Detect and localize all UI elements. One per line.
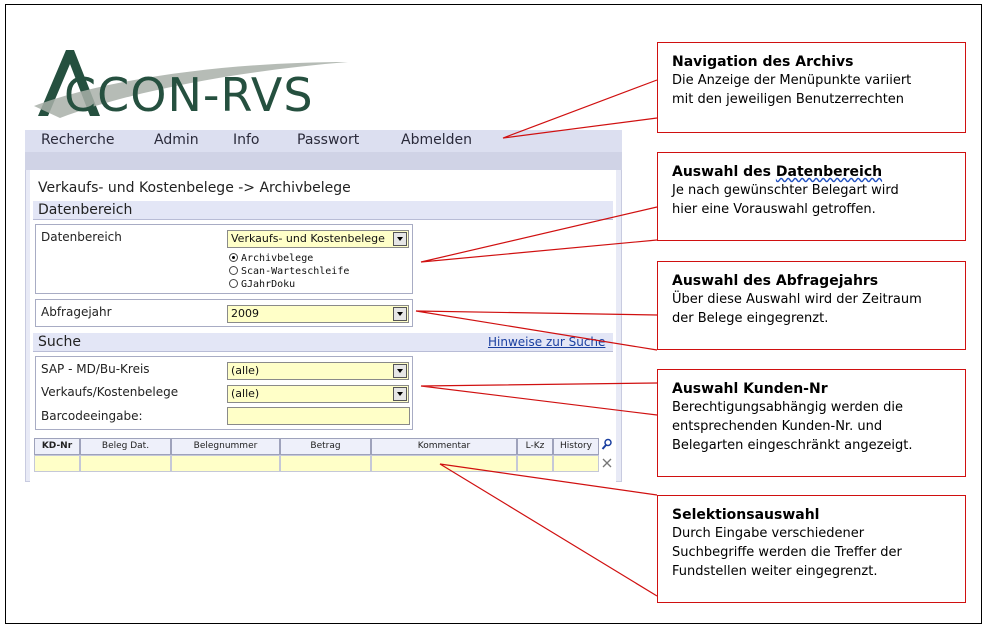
abfragejahr-label: Abfragejahr	[41, 305, 112, 319]
annotation-title-prefix: Auswahl des	[672, 164, 776, 180]
annotation-line: Suchbegriffe werden die Treffer der	[672, 545, 902, 560]
annotation-datenbereich	[657, 152, 966, 241]
callout-line-abfragejahr	[416, 311, 657, 350]
column-header-belegnummer[interactable]: Belegnummer	[171, 438, 280, 455]
menu-item-recherche[interactable]: Recherche	[41, 132, 115, 148]
verkauf-select-value: (alle)	[231, 387, 260, 400]
page-title: Verkaufs- und Kostenbelege -> Archivbelege	[38, 180, 351, 196]
radio-label: Archivbelege	[241, 253, 314, 264]
radio-label: GJahrDoku	[241, 279, 296, 290]
menu-item-info[interactable]: Info	[233, 132, 260, 148]
callout-line-selektion	[440, 464, 657, 596]
annotation-line: entsprechenden Kunden-Nr. und	[672, 419, 883, 434]
sap-label: SAP - MD/Bu-Kreis	[41, 362, 150, 376]
annotation-line: Fundstellen weiter eingegrenzt.	[672, 564, 878, 579]
column-header-betrag[interactable]: Betrag	[280, 438, 371, 455]
callout-line-kunden-nr	[421, 383, 657, 415]
datenbereich-select-value: Verkaufs- und Kostenbelege	[231, 232, 385, 245]
annotation-title: Selektionsauswahl	[672, 507, 820, 523]
menu-item-admin[interactable]: Admin	[154, 132, 199, 148]
annotation-kunden-nr	[657, 369, 966, 477]
annotation-line: Durch Eingabe verschiedener	[672, 526, 865, 541]
annotation-line: Berechtigungsabhängig werden die	[672, 400, 903, 415]
column-header-history[interactable]: History	[553, 438, 599, 455]
annotation-line: mit den jeweiligen Benutzerrechten	[672, 92, 905, 107]
datenbereich-label: Datenbereich	[41, 230, 122, 244]
callout-line-navigation	[503, 80, 657, 138]
column-header-kd-nr[interactable]: KD-Nr	[34, 438, 80, 455]
column-header-beleg-dat[interactable]: Beleg Dat.	[80, 438, 171, 455]
annotation-selektion	[657, 495, 966, 603]
annotation-abfragejahr	[657, 261, 966, 350]
radio-label: Scan-Warteschleife	[241, 266, 350, 277]
callout-line-datenbereich	[421, 207, 657, 262]
annotation-title	[672, 163, 951, 181]
annotation-title: Navigation des Archivs	[672, 54, 854, 70]
menu-item-abmelden[interactable]: Abmelden	[401, 132, 472, 148]
annotation-title: Auswahl des Abfragejahrs	[672, 273, 879, 289]
annotation-line: Die Anzeige der Menüpunkte variiert	[672, 73, 912, 88]
hinweise-zur-suche-link[interactable]: Hinweise zur Suche	[488, 335, 606, 349]
barcode-label: Barcodeeingabe:	[41, 409, 143, 423]
section-header-datenbereich: Datenbereich	[33, 201, 613, 220]
annotation-title-underlined: Datenbereich	[775, 164, 883, 180]
annotation-line: Je nach gewünschter Belegart wird	[672, 183, 899, 198]
annotation-navigation	[657, 42, 966, 133]
column-header-l-kz[interactable]: L-Kz	[517, 438, 553, 455]
annotation-line: der Belege eingegrenzt.	[672, 311, 829, 326]
sap-select-value: (alle)	[231, 364, 260, 377]
annotation-line: Belegarten eingeschränkt angezeigt.	[672, 438, 913, 453]
verkauf-label: Verkaufs/Kostenbelege	[41, 385, 179, 399]
section-header-suche: Suche	[33, 333, 613, 352]
column-header-kommentar[interactable]: Kommentar	[371, 438, 517, 455]
annotation-title: Auswahl Kunden-Nr	[672, 381, 828, 397]
menu-item-passwort[interactable]: Passwort	[297, 132, 360, 148]
annotation-line: hier eine Vorauswahl getroffen.	[672, 202, 876, 217]
logo-text: CCON-RVS	[64, 68, 314, 122]
abfragejahr-select-value: 2009	[231, 307, 259, 320]
annotation-line: Über diese Auswahl wird der Zeitraum	[672, 292, 922, 307]
